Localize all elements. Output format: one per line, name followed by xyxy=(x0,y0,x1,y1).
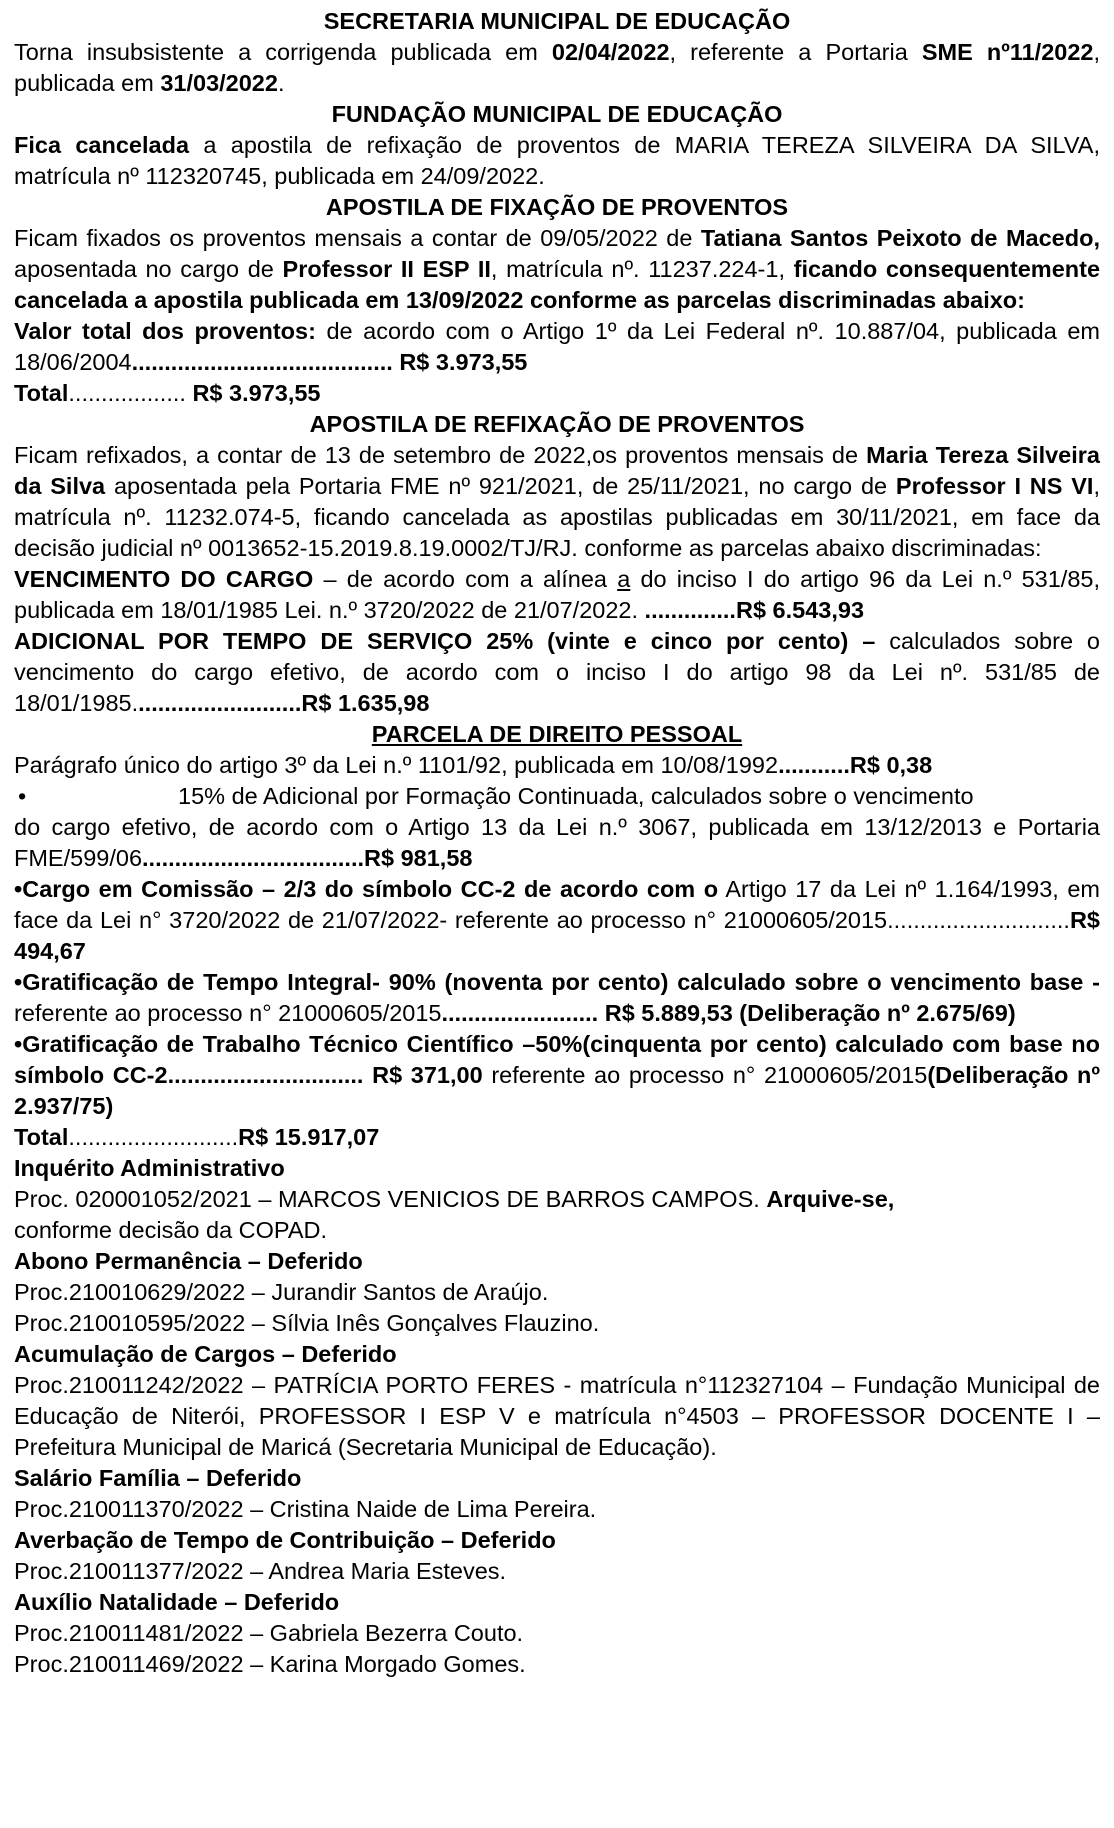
heading-inquerito: Inquérito Administrativo xyxy=(14,1155,285,1181)
paragraph-cargo-comissao: •Cargo em Comissão – 2/3 do símbolo CC-2 de acordo com o Artigo 17 da Lei nº 1.164/1993, em face da Lei n° 3720/2022 de 21/07/2022- referente ao processo n° 21000605/2015............................R$ 494,67 xyxy=(14,876,1100,964)
list-item: Proc.210011469/2022 – Karina Morgado Gomes. xyxy=(14,1651,526,1677)
list-item: Proc.210010629/2022 – Jurandir Santos de Araújo. xyxy=(14,1279,549,1305)
total-fixacao: Total.................. R$ 3.973,55 xyxy=(14,380,321,406)
heading-auxilio: Auxílio Natalidade – Deferido xyxy=(14,1589,340,1615)
heading-abono: Abono Permanência – Deferido xyxy=(14,1248,363,1274)
bullet-formacao: • 15% de Adicional por Formação Continuada, calculados sobre o vencimento xyxy=(14,781,1100,812)
heading-averbacao: Averbação de Tempo de Contribuição – Deferido xyxy=(14,1527,556,1553)
section-title-secretaria: SECRETARIA MUNICIPAL DE EDUCAÇÃO xyxy=(323,8,791,34)
paragraph-adicional: ADICIONAL POR TEMPO DE SERVIÇO 25% (vinte e cinco por cento) – calculados sobre o vencimento do cargo efetivo, de acordo com o inciso I do artigo 98 da Lei nº. 531/85 de 18/01/1985..........................R$ 1.635,98 xyxy=(14,628,1101,716)
section-title-refixacao: APOSTILA DE REFIXAÇÃO DE PROVENTOS xyxy=(309,411,805,437)
bullet-icon: • xyxy=(18,783,27,809)
section-title-parcela: PARCELA DE DIREITO PESSOAL xyxy=(371,721,743,747)
paragraph-fixacao: Ficam fixados os proventos mensais a contar de 09/05/2022 de Tatiana Santos Peixoto de Macedo, aposentada no cargo de Professor II ESP II, matrícula nº. 11237.224-1, ficando consequentemente cancelada a apostila publicada em 13/09/2022 conforme as parcelas discriminadas abaixo: xyxy=(14,225,1101,313)
heading-salario-familia: Salário Família – Deferido xyxy=(14,1465,302,1491)
total-refixacao: Total..........................R$ 15.917,07 xyxy=(14,1124,380,1150)
inquerito-line: Proc. 020001052/2021 – MARCOS VENICIOS DE BARROS CAMPOS. Arquive-se, xyxy=(14,1186,895,1212)
inquerito-line-2: conforme decisão da COPAD. xyxy=(14,1217,328,1243)
paragraph-refixacao: Ficam refixados, a contar de 13 de setembro de 2022,os proventos mensais de Maria Tereza Silveira da Silva aposentada pela Portaria FME nº 921/2021, de 25/11/2021, no cargo de Professor I NS VI, matrícula nº. 11232.074-5, ficando cancelada as apostilas publicadas em 30/11/2021, em face da decisão judicial nº 0013652-15.2019.8.19.0002/TJ/RJ. conforme as parcelas abaixo discriminadas: xyxy=(14,442,1100,561)
paragraph-formacao: do cargo efetivo, de acordo com o Artigo 13 da Lei n.º 3067, publicada em 13/12/2013 e Portaria FME/599/06..................................R$ 981,58 xyxy=(14,814,1100,871)
paragraph-paragrafo-unico: Parágrafo único do artigo 3º da Lei n.º 1101/92, publicada em 10/08/1992...........R$ 0,38 xyxy=(14,752,933,778)
paragraph-insubsistente: Torna insubsistente a corrigenda publicada em 02/04/2022, referente a Portaria SME nº11/2022, publicada em 31/03/2022. xyxy=(14,39,1100,96)
list-item: Proc.210011370/2022 – Cristina Naide de Lima Pereira. xyxy=(14,1496,597,1522)
list-item: Proc.210011377/2022 – Andrea Maria Esteves. xyxy=(14,1558,507,1584)
paragraph-vencimento: VENCIMENTO DO CARGO – de acordo com a alínea a do inciso I do artigo 96 da Lei n.º 531/85, publicada em 18/01/1985 Lei. n.º 3720/2022 de 21/07/2022. ..............R$ 6.543,93 xyxy=(14,566,1100,623)
list-item: Proc.210011242/2022 – PATRÍCIA PORTO FERES - matrícula n°112327104 – Fundação Municipal de Educação de Niterói, PROFESSOR I ESP V e matrícula n°4503 – PROFESSOR DOCENTE I – Prefeitura Municipal de Maricá (Secretaria Municipal de Educação). xyxy=(14,1372,1100,1460)
list-item: Proc.210010595/2022 – Sílvia Inês Gonçalves Flauzino. xyxy=(14,1310,600,1336)
list-item: Proc.210011481/2022 – Gabriela Bezerra Couto. xyxy=(14,1620,524,1646)
paragraph-gratificacao-integral: •Gratificação de Tempo Integral- 90% (noventa por cento) calculado sobre o vencimento base - referente ao processo n° 21000605/2015........................ R$ 5.889,53 (Deliberação nº 2.675/69) xyxy=(14,969,1100,1026)
heading-acumulacao: Acumulação de Cargos – Deferido xyxy=(14,1341,397,1367)
section-title-fundacao: FUNDAÇÃO MUNICIPAL DE EDUCAÇÃO xyxy=(331,101,783,127)
paragraph-gratificacao-tecnico: •Gratificação de Trabalho Técnico Científico –50%(cinquenta por cento) calculado com base no símbolo CC-2.............................. R$ 371,00 referente ao processo n° 21000605/2015(Deliberação nº 2.937/75) xyxy=(14,1031,1100,1119)
paragraph-valor-total: Valor total dos proventos: de acordo com o Artigo 1º da Lei Federal nº. 10.887/04, publicada em 18/06/2004........................................ R$ 3.973,55 xyxy=(14,318,1100,375)
paragraph-cancelada: Fica cancelada a apostila de refixação de proventos de MARIA TEREZA SILVEIRA DA SILVA, matrícula nº 112320745, publicada em 24/09/2022. xyxy=(14,132,1100,189)
section-title-fixacao: APOSTILA DE FIXAÇÃO DE PROVENTOS xyxy=(325,194,789,220)
